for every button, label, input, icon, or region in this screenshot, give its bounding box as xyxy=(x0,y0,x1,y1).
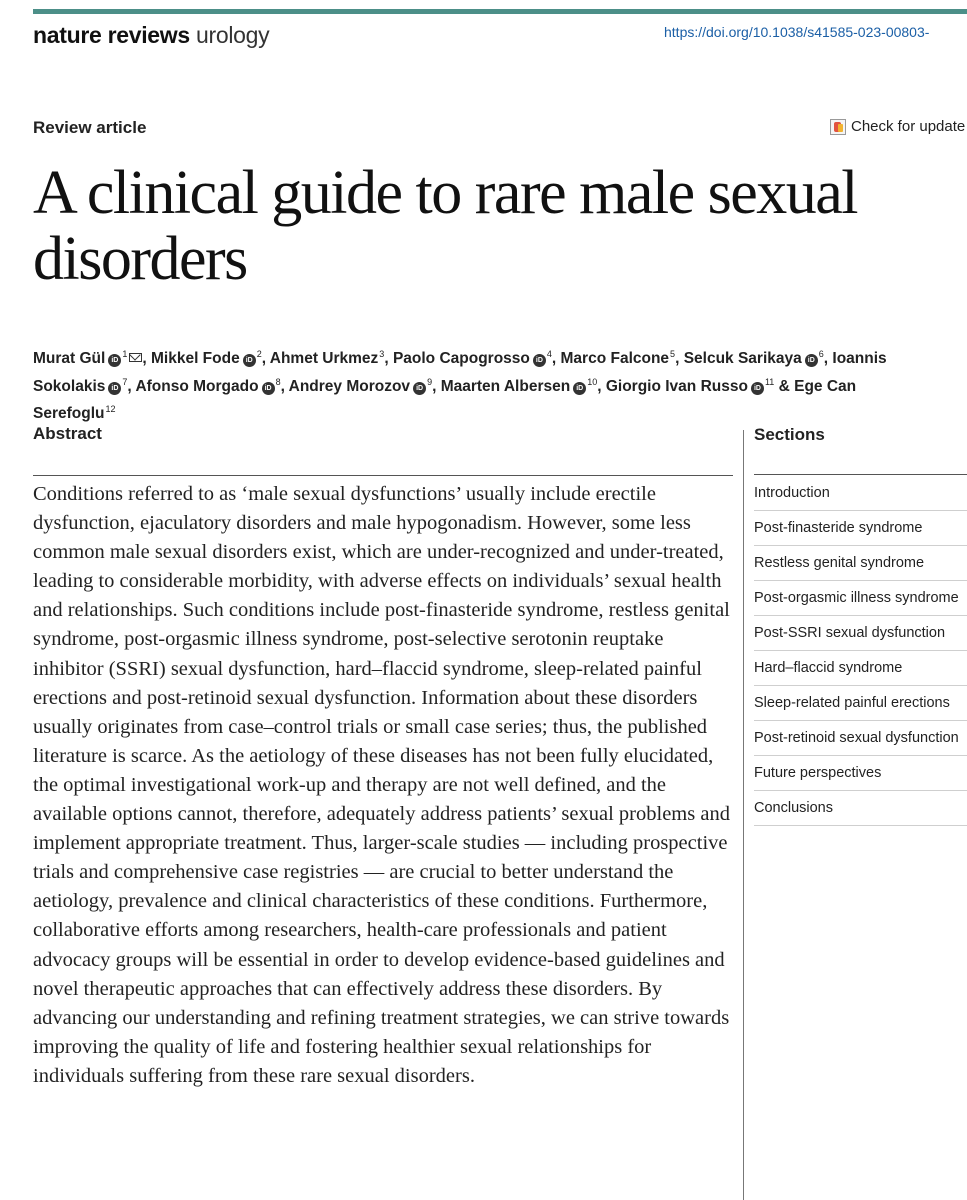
journal-accent-bar xyxy=(33,9,967,14)
orcid-icon[interactable]: iD xyxy=(108,382,121,395)
orcid-icon[interactable]: iD xyxy=(533,354,546,367)
author-separator: , xyxy=(142,350,151,367)
author-name: Andrey Morozov xyxy=(288,377,411,395)
author[interactable] xyxy=(151,350,262,367)
affiliation-number[interactable]: 9 xyxy=(427,376,433,387)
author-list xyxy=(33,343,933,426)
author-name: Afonso Morgado xyxy=(135,377,259,395)
author-name: Paolo Capogrosso xyxy=(392,350,530,367)
orcid-icon[interactable]: iD xyxy=(413,382,426,395)
sections-heading: Sections xyxy=(754,425,825,444)
author[interactable] xyxy=(441,378,598,395)
sections-nav xyxy=(754,476,967,826)
orcid-icon[interactable]: iD xyxy=(108,354,121,367)
author[interactable] xyxy=(289,378,432,395)
author[interactable] xyxy=(606,378,774,395)
author-separator: , xyxy=(384,350,393,367)
affiliation-number[interactable]: 1 xyxy=(122,349,128,359)
affiliation-number[interactable]: 3 xyxy=(379,349,385,359)
author-separator: , xyxy=(823,350,833,367)
section-link-post-retinoid[interactable]: Post-retinoid sexual dysfunction xyxy=(754,721,967,756)
orcid-icon[interactable]: iD xyxy=(805,354,818,367)
abstract-text: Conditions referred to as ‘male sexual dysfunctions’ usually include erectile dysfunction, ejaculatory disorders and male hypogonadism. However, some less common male sexual disorders exist, which are under-recognized and under-treated, leading to considerable morbidity, with adverse effects on individuals’ sexual health and relationships. Such conditions include post-finasteride syndrome, restless genital syndrome, post-orgasmic illness syndrome, post-selective serotonin reuptake inhibitor (SSRI) sexual dysfunction, hard–flaccid syndrome, sleep-related painful erections and post-retinoid sexual dysfunction. Information about these disorders usually originates from case–control trials or small case series; thus, the published literature is scarce. As the aetiology of these diseases has not been fully elucidated, the optimal investigational work-up and therapy are not well defined, and the available options cannot, therefore, adequately address patients’ sexual problems and implement appropriate treatment. Thus, larger-scale studies — including prospective trials and comprehensive case registries — are crucial to better understand the aetiology, prevalence and clinical characteristics of these conditions. Furthermore, collaborative efforts among researchers, health-care professionals and patient advocacy groups will be essential in order to develop evidence-based guidelines and novel therapeutic approaches that can effectively address these disorders. By advancing our understanding and refining treatment strategies, we can strive towards improving the quality of life and fostering healthier sexual relationships for individuals suffering from these rare sexual disorders. xyxy=(33,483,730,1087)
affiliation-number[interactable]: 10 xyxy=(587,376,598,387)
author-name: Marco Falcone xyxy=(560,350,670,367)
author-name: Selcuk Sarikaya xyxy=(683,350,802,367)
author[interactable] xyxy=(135,378,280,395)
affiliation-number[interactable]: 12 xyxy=(105,404,116,414)
author[interactable] xyxy=(33,350,142,367)
orcid-icon[interactable]: iD xyxy=(262,382,275,395)
abstract-heading: Abstract xyxy=(33,424,102,443)
affiliation-number[interactable]: 8 xyxy=(275,376,281,387)
section-link-conclusions[interactable]: Conclusions xyxy=(754,791,967,826)
author-separator: , xyxy=(280,377,289,395)
author-name: Ahmet Urkmez xyxy=(269,350,379,367)
article-title: A clinical guide to rare male sexual disorders xyxy=(33,159,857,293)
abstract-divider xyxy=(33,475,733,476)
check-for-updates-button[interactable] xyxy=(830,118,965,135)
sections-divider xyxy=(754,474,967,475)
affiliation-number[interactable]: 6 xyxy=(818,349,824,359)
author[interactable] xyxy=(270,350,385,367)
author-separator: , xyxy=(432,377,441,395)
check-for-updates-label: Check for update xyxy=(851,118,966,135)
author-separator: , xyxy=(597,377,606,395)
author-name: Ege Can Serefoglu xyxy=(33,377,857,422)
author-name: Mikkel Fode xyxy=(150,350,240,367)
author-name: Giorgio Ivan Russo xyxy=(605,377,748,395)
author-name: Maarten Albersen xyxy=(440,377,571,395)
author[interactable] xyxy=(684,350,824,367)
author[interactable] xyxy=(393,350,552,367)
author-separator: , xyxy=(675,350,684,367)
section-link-post-finasteride[interactable]: Post-finasteride syndrome xyxy=(754,511,967,546)
author[interactable] xyxy=(561,350,676,367)
journal-name-light: urology xyxy=(195,22,270,48)
affiliation-number[interactable]: 2 xyxy=(256,349,262,359)
author-name: Murat Gül xyxy=(33,350,106,367)
doi-link[interactable]: https://doi.org/10.1038/s41585-023-00803- xyxy=(664,24,930,40)
section-link-introduction[interactable]: Introduction xyxy=(754,476,967,511)
section-link-future-perspectives[interactable]: Future perspectives xyxy=(754,756,967,791)
orcid-icon[interactable]: iD xyxy=(243,354,256,367)
author-separator: , xyxy=(261,350,270,367)
affiliation-number[interactable]: 5 xyxy=(670,349,676,359)
affiliation-number[interactable]: 7 xyxy=(122,376,128,387)
section-link-hard-flaccid[interactable]: Hard–flaccid syndrome xyxy=(754,651,967,686)
orcid-icon[interactable]: iD xyxy=(751,382,764,395)
author-separator: , xyxy=(551,350,561,367)
article-type: Review article xyxy=(33,118,147,137)
section-link-post-ssri[interactable]: Post-SSRI sexual dysfunction xyxy=(754,616,967,651)
author-name: Ioannis Sokolakis xyxy=(33,350,887,395)
sidebar-divider xyxy=(743,430,744,1200)
affiliation-number[interactable]: 4 xyxy=(546,349,552,359)
author-separator: , xyxy=(127,377,136,395)
orcid-icon[interactable]: iD xyxy=(573,382,586,395)
section-link-sleep-related[interactable]: Sleep-related painful erections xyxy=(754,686,967,721)
journal-name-bold: nature reviews xyxy=(33,22,190,48)
affiliation-number[interactable]: 11 xyxy=(764,376,775,387)
crossmark-icon xyxy=(830,119,846,135)
section-link-restless-genital[interactable]: Restless genital syndrome xyxy=(754,546,967,581)
journal-name[interactable] xyxy=(33,22,269,49)
email-icon[interactable] xyxy=(129,353,142,362)
author-separator: & xyxy=(774,377,795,395)
section-link-post-orgasmic[interactable]: Post-orgasmic illness syndrome xyxy=(754,581,967,616)
